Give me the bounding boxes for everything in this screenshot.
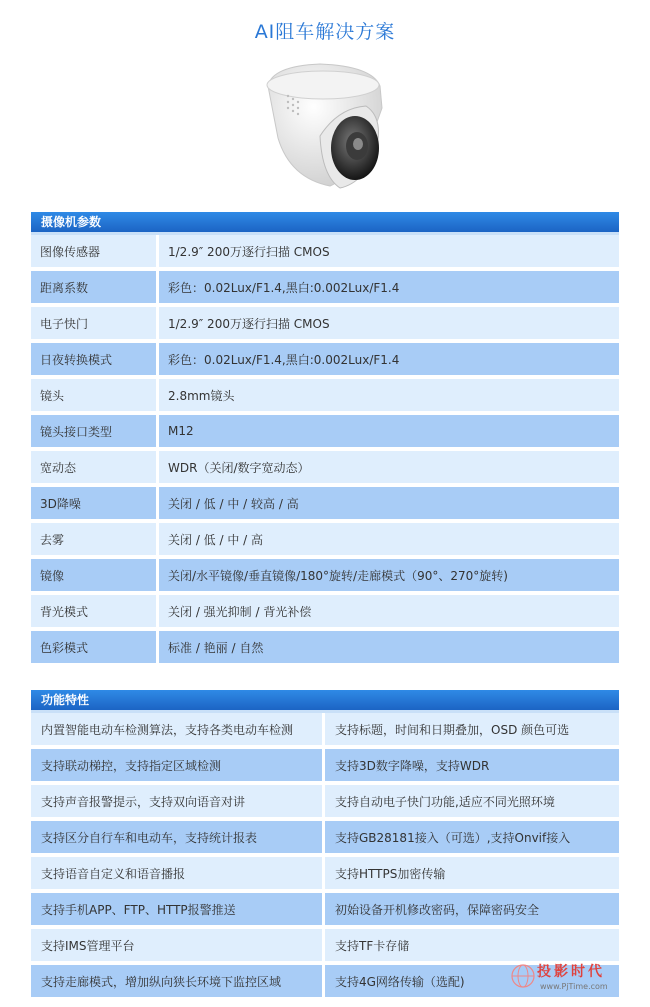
feature-right: 支持4G网络传输（选配) — [325, 965, 619, 997]
param-value: 1/2.9″ 200万逐行扫描 CMOS — [159, 307, 619, 339]
table-row — [31, 857, 619, 889]
table-row — [31, 307, 619, 339]
watermark-globe-icon — [510, 963, 536, 989]
param-label: 3D降噪 — [31, 487, 159, 519]
table-row — [31, 893, 619, 925]
camera-params-header: 摄像机参数 — [31, 212, 619, 232]
feature-right: 支持HTTPS加密传输 — [325, 857, 619, 889]
table-row — [31, 379, 619, 411]
feature-right: 初始设备开机修改密码，保障密码安全 — [325, 893, 619, 925]
param-value: 关闭/水平镜像/垂直镜像/180°旋转/走廊模式（90°、270°旋转) — [159, 559, 619, 591]
table-row — [31, 749, 619, 781]
param-value: 彩色：0.02Lux/F1.4,黑白:0.002Lux/F1.4 — [159, 343, 619, 375]
dome-camera-image — [260, 58, 390, 193]
param-label: 日夜转换模式 — [31, 343, 159, 375]
feature-left: 支持声音报警提示，支持双向语音对讲 — [31, 785, 325, 817]
feature-left: 支持语音自定义和语音播报 — [31, 857, 325, 889]
param-value: 2.8mm镜头 — [159, 379, 619, 411]
features-header: 功能特性 — [31, 690, 619, 710]
table-row — [31, 821, 619, 853]
param-label: 镜头 — [31, 379, 159, 411]
param-label: 背光模式 — [31, 595, 159, 627]
feature-right: 支持3D数字降噪，支持WDR — [325, 749, 619, 781]
param-label: 去雾 — [31, 523, 159, 555]
page-title: AI阻车解决方案 — [254, 21, 396, 43]
param-label: 距离系数 — [31, 271, 159, 303]
param-value: 标准 / 艳丽 / 自然 — [159, 631, 619, 663]
table-row — [31, 235, 619, 267]
table-row — [31, 271, 619, 303]
feature-left: 内置智能电动车检测算法，支持各类电动车检测 — [31, 713, 325, 745]
table-row — [31, 343, 619, 375]
table-row — [31, 487, 619, 519]
param-label: 色彩模式 — [31, 631, 159, 663]
table-row — [31, 785, 619, 817]
table-row — [31, 713, 619, 745]
watermark-logo — [510, 960, 620, 995]
feature-right: 支持标题，时间和日期叠加，OSD 颜色可选 — [325, 713, 619, 745]
feature-left: 支持IMS管理平台 — [31, 929, 325, 961]
table-row — [31, 595, 619, 627]
feature-right: 支持自动电子快门功能,适应不同光照环境 — [325, 785, 619, 817]
feature-left: 支持区分自行车和电动车，支持统计报表 — [31, 821, 325, 853]
param-label: 宽动态 — [31, 451, 159, 483]
feature-right: 支持GB28181接入（可选）,支持Onvif接入 — [325, 821, 619, 853]
table-row — [31, 929, 619, 961]
param-value: 关闭 / 低 / 中 / 较高 / 高 — [159, 487, 619, 519]
feature-left: 支持手机APP、FTP、HTTP报警推送 — [31, 893, 325, 925]
param-value: WDR（关闭/数字宽动态） — [159, 451, 619, 483]
param-value: 关闭 / 低 / 中 / 高 — [159, 523, 619, 555]
watermark-url: www.PjTime.com — [540, 982, 608, 991]
param-value: 1/2.9″ 200万逐行扫描 CMOS — [159, 235, 619, 267]
table-row — [31, 415, 619, 447]
watermark-text: 投影时代 — [537, 964, 605, 980]
param-label: 镜头接口类型 — [31, 415, 159, 447]
param-label: 电子快门 — [31, 307, 159, 339]
param-label: 图像传感器 — [31, 235, 159, 267]
feature-right: 支持TF卡存储 — [325, 929, 619, 961]
param-value: 彩色：0.02Lux/F1.4,黑白:0.002Lux/F1.4 — [159, 271, 619, 303]
feature-left: 支持联动梯控，支持指定区域检测 — [31, 749, 325, 781]
table-row — [31, 631, 619, 663]
table-row — [31, 451, 619, 483]
features-table — [31, 709, 619, 1001]
param-value: M12 — [159, 415, 619, 447]
feature-left: 支持走廊模式，增加纵向狭长环境下监控区域 — [31, 965, 325, 997]
param-value: 关闭 / 强光抑制 / 背光补偿 — [159, 595, 619, 627]
camera-params-table — [31, 231, 619, 667]
param-label: 镜像 — [31, 559, 159, 591]
table-row — [31, 523, 619, 555]
table-row — [31, 559, 619, 591]
